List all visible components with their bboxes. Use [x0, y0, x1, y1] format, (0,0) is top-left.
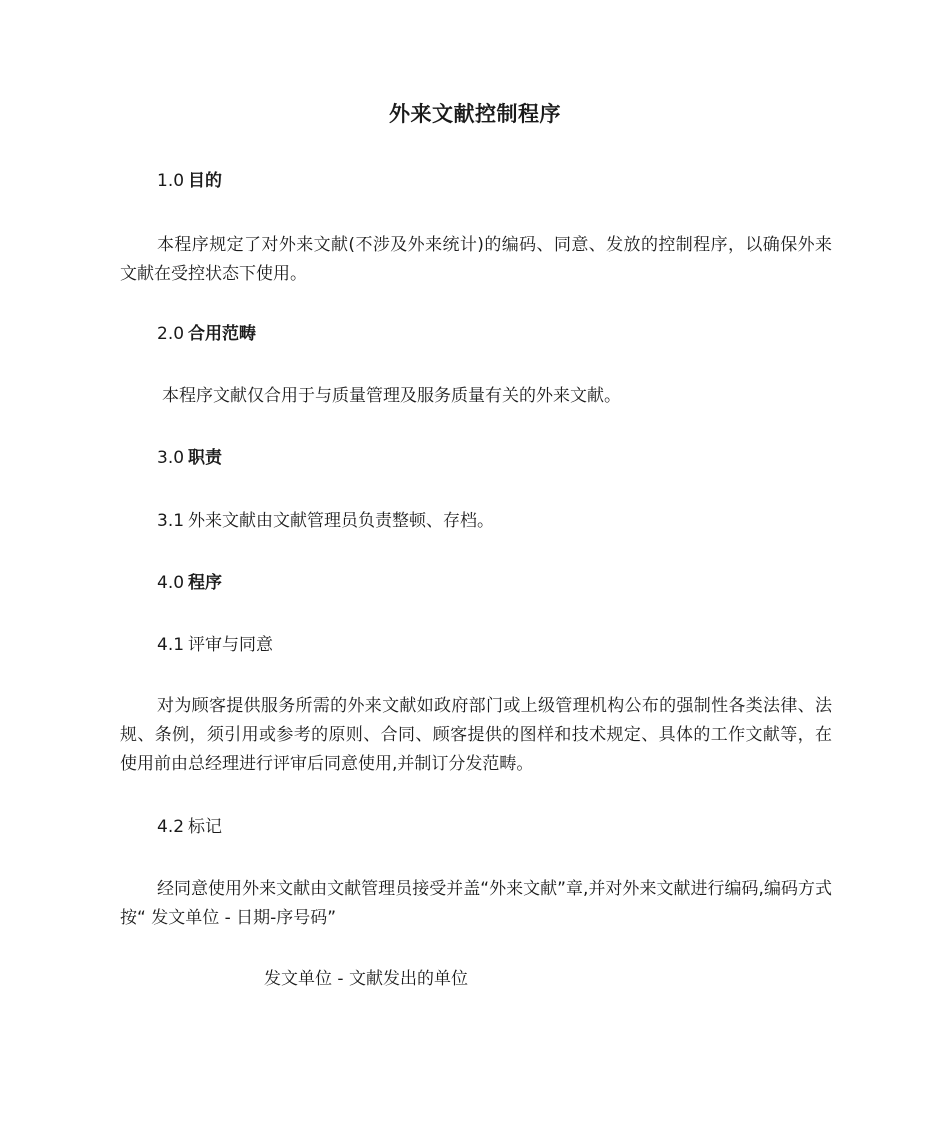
subsection-number: 4.1 [157, 635, 185, 655]
subsection-4-1 [157, 632, 273, 658]
paragraph-scope: 本程序文献仅合用于与质量管理及服务质量有关的外来文献。 [162, 386, 621, 406]
section-number: 4.0 [157, 573, 185, 593]
section-title: 合用范畴 [188, 324, 257, 344]
paragraph-purpose: 本程序规定了对外来文献(不涉及外来统计)的编码、同意、发放的控制程序，以确保外来文献在受控状态下使用。 [120, 235, 832, 284]
subsection-4-2 [157, 814, 222, 840]
section-title: 职责 [188, 448, 223, 468]
subsection-text: 标记 [188, 817, 223, 837]
section-number: 1.0 [157, 171, 185, 191]
document-title: 外来文献控制程序 [389, 102, 561, 126]
section-heading-scope [157, 321, 256, 347]
section-number: 2.0 [157, 324, 185, 344]
section-number: 3.0 [157, 448, 185, 468]
section-heading-responsibility [157, 445, 222, 471]
subsection-text: 评审与同意 [188, 635, 274, 655]
subsection-text: 外来文献由文献管理员负责整顿、存档。 [188, 511, 495, 531]
definition-issuing-unit: 发文单位 - 文献发出的单位 [264, 969, 468, 989]
subsection-3-1 [157, 508, 494, 534]
subsection-number: 3.1 [157, 511, 185, 531]
subsection-number: 4.2 [157, 817, 185, 837]
paragraph-review-approval: 对为顾客提供服务所需的外来文献如政府部门或上级管理机构公布的强制性各类法律、法规、条例，须引用或参考的原则、合同、顾客提供的图样和技术规定、具体的工作文献等，在使用前由总经理进行评审后同意使用,并制订分发范畴。 [120, 696, 832, 774]
section-heading-procedure [157, 570, 222, 596]
section-title: 目的 [188, 171, 223, 191]
paragraph-marking: 经同意使用外来文献由文献管理员接受并盖“外来文献”章,并对外来文献进行编码,编码方式按“ 发文单位 - 日期-序号码” [120, 879, 832, 928]
section-title: 程序 [188, 573, 223, 593]
section-heading-purpose [157, 168, 222, 194]
